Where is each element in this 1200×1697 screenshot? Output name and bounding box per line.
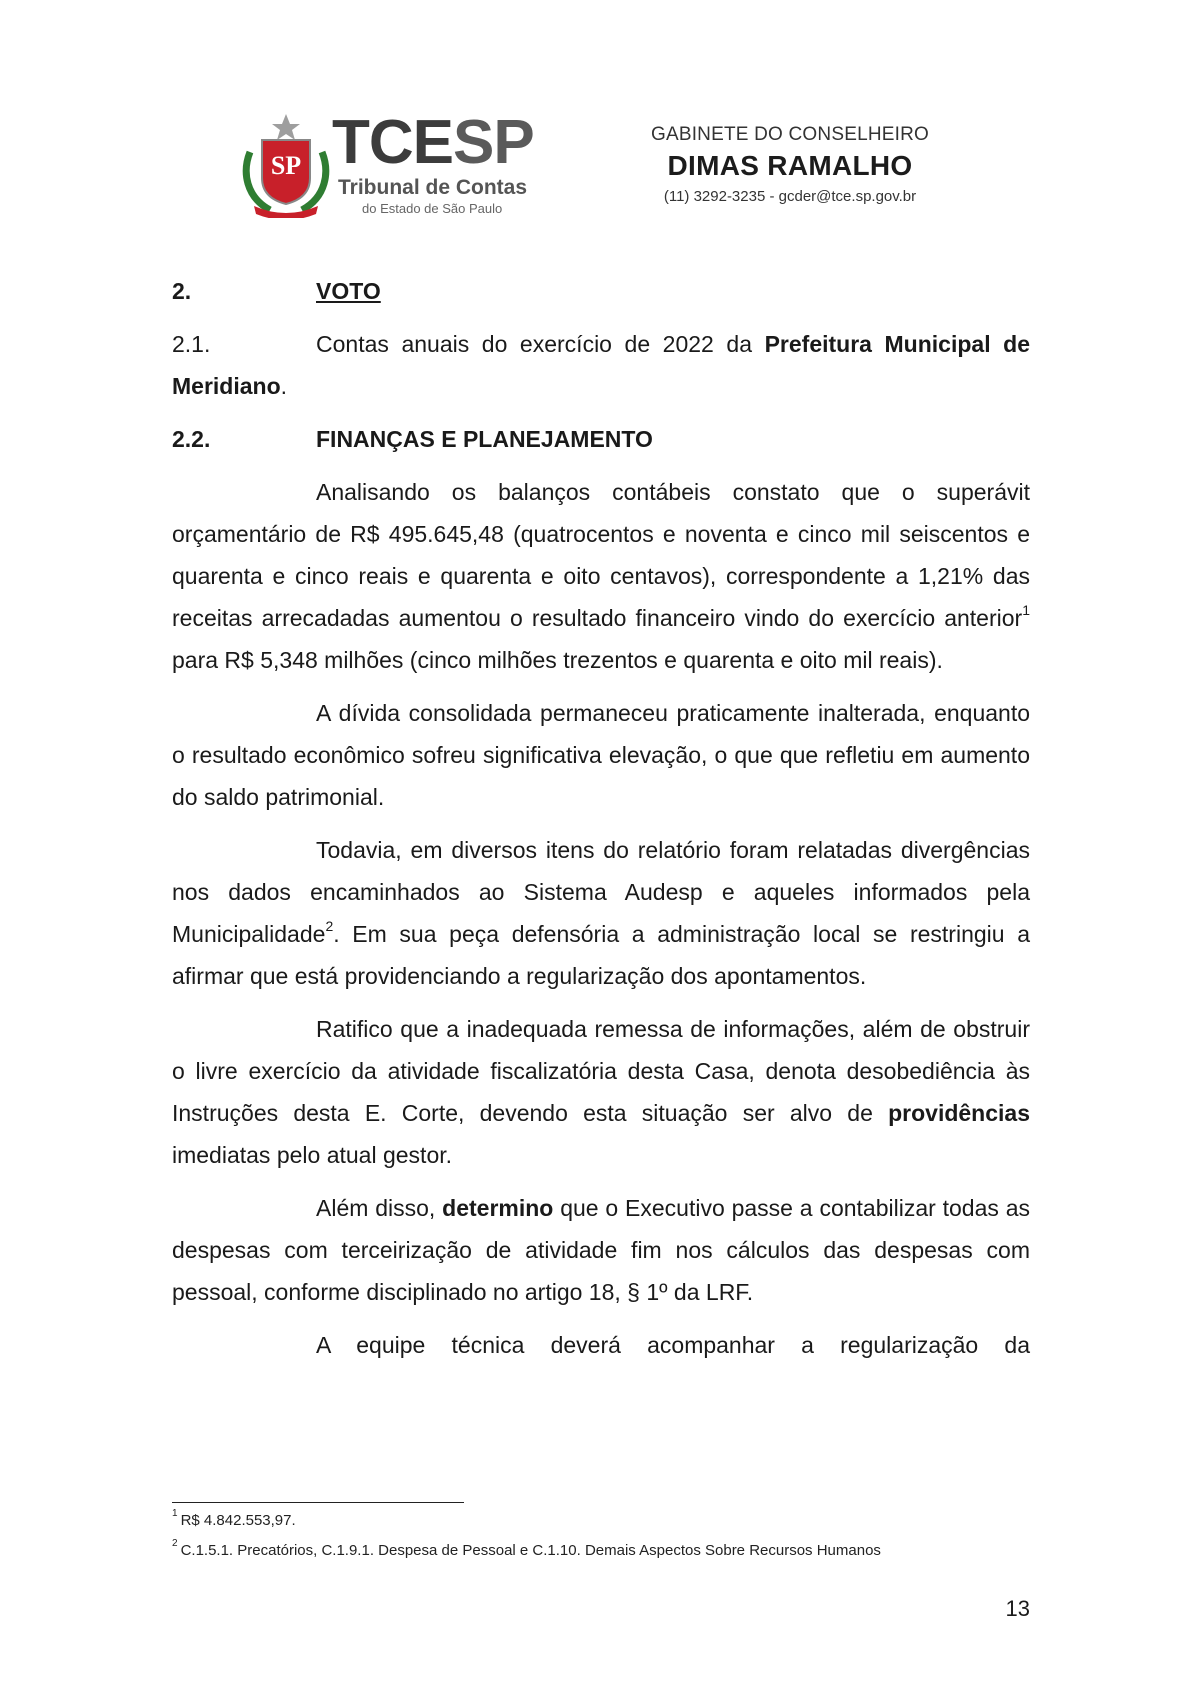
crest-letters: SP [270,151,302,180]
section-bold-text: Prefeitura Municipal de Meridiano [172,331,1030,399]
section-2-1 [172,323,1030,407]
logo-estado-text: do Estado de São Paulo [362,201,503,216]
logo-tribunal-text: Tribunal de Contas [338,176,528,199]
paragraph-bold-text: providências [888,1100,1030,1126]
section-title: VOTO [316,278,381,304]
section-text-end: . [280,373,288,399]
section-number: 2. [172,278,192,304]
footnote-ref[interactable]: 1 [1022,602,1030,619]
footnote-number: 2 [172,1538,178,1549]
tcesp-logo [240,108,570,222]
paragraph-text-cont: para R$ 5,348 milhões (cinco milhões trezentos e quarenta e oito mil reais). [172,647,943,673]
footnote-1 [172,1510,1072,1532]
paragraph-4 [172,1008,1030,1176]
paragraph-text-cont: . Em sua peça defensória a administração local se restringiu a afirmar que está providenciando a regularização dos apontamentos. [172,921,1030,989]
paragraph-text: Analisando os balanços contábeis constato que o superávit orçamentário de R$ 495.645,48 (quatrocentos e noventa e cinco mil seiscentos e quarenta e cinco reais e quarenta e oito centavos), correspondente a 1,21% das receitas arrecadadas aumentou o resultado financeiro vindo do exercício anterior [172,479,1030,631]
paragraph-6: A equipe técnica deverá acompanhar a regularização da [316,1332,1030,1358]
footnote-2 [172,1540,1072,1562]
section-title: FINANÇAS E PLANEJAMENTO [316,426,653,452]
section-number: 2.1. [172,331,211,357]
sao-paulo-crest-icon [240,112,332,218]
paragraph-2: A dívida consolidada permaneceu praticamente inalterada, enquanto o resultado econômico sofreu significativa elevação, o que que refletiu em aumento do saldo patrimonial. [172,700,1030,810]
paragraph-text: Ratifico que a inadequada remessa de informações, além de obstruir o livre exercício da atividade fiscalizatória desta Casa, denota desobediência às Instruções desta E. Corte, devendo esta situação ser alvo de [172,1016,1030,1126]
footnotes [172,1510,1072,1570]
paragraph-bold-text: determino [442,1195,554,1221]
logo-sp-text: SP [453,108,534,177]
footnote-text: C.1.5.1. Precatórios, C.1.9.1. Despesa de Pessoal e C.1.10. Demais Aspectos Sobre Recursos Humanos [180,1542,881,1559]
section-number: 2.2. [172,426,211,452]
document-body [172,270,1030,1377]
section-text: Contas anuais do exercício de 2022 da [316,331,765,357]
paragraph-text-cont: imediatas pelo atual gestor. [172,1142,453,1168]
page-number: 13 [1005,1596,1030,1621]
footnote-text: R$ 4.842.553,97. [180,1512,296,1529]
footnote-ref[interactable]: 2 [325,918,334,935]
paragraph-text: Além disso, [316,1195,443,1221]
paragraph-text: Todavia, em diversos itens do relatório foram relatadas divergências nos dados encaminhados ao Sistema Audesp e aqueles informados pela Municipalidade [172,837,1030,947]
section-2-heading [172,270,1030,312]
section-2-2-heading [172,418,1030,460]
office-title: GABINETE DO CONSELHEIRO [650,124,930,145]
paragraph-1 [172,471,1030,681]
office-contact: (11) 3292-3235 - gcder@tce.sp.gov.br [663,188,917,205]
logo-tce-text: TCE [332,108,453,177]
paragraph-5 [172,1187,1030,1313]
paragraph-text-cont: que o Executivo passe a contabilizar todas as despesas com terceirização de atividade fim nos cálculos das despesas com pessoal, conforme disciplinado no artigo 18, § 1º da LRF. [172,1195,1031,1305]
logo-wordmark [332,108,534,216]
footnote-divider [172,1502,464,1503]
footnote-number: 1 [172,1508,178,1519]
councillor-name: DIMAS RAMALHO [667,150,913,181]
office-header [580,124,1000,205]
paragraph-3 [172,829,1030,997]
